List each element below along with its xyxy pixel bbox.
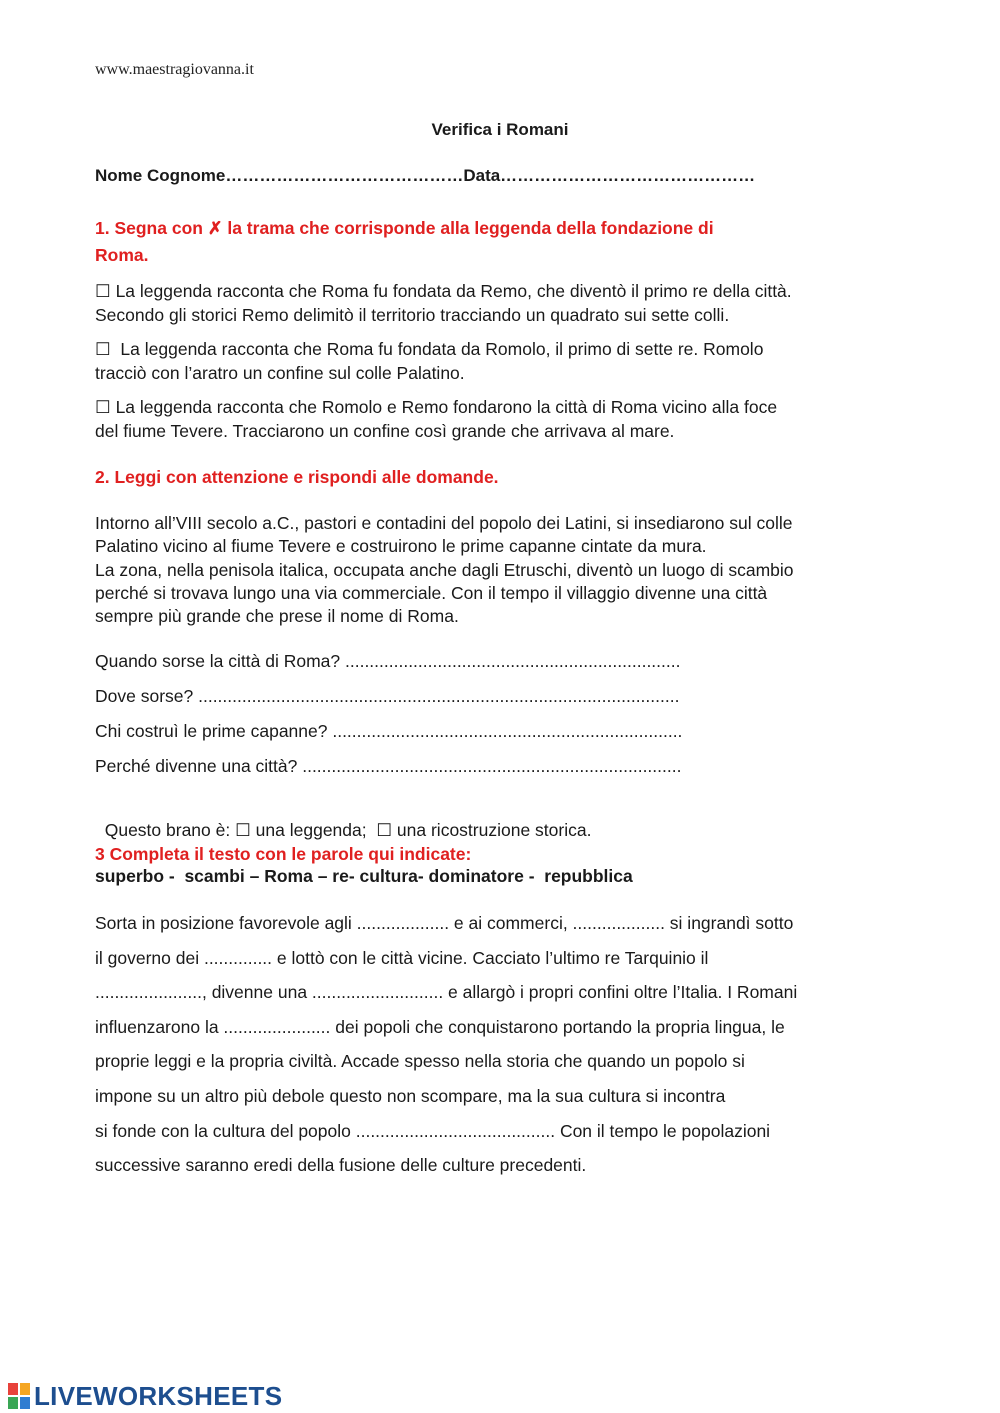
q1-option-3 — [95, 395, 925, 443]
question-who[interactable]: Chi costruì le prime capanne? ........................................................................ — [95, 721, 683, 741]
name-date-line: Nome Cognome……………………………………Data……………………………………… — [95, 166, 756, 185]
option-text: Secondo gli storici Remo delimitò il territorio tracciando un quadrato sui sette colli. — [95, 305, 730, 325]
liveworksheets-logo — [8, 1381, 282, 1411]
page-title: Verifica i Romani — [431, 120, 569, 139]
passage-line: sempre più grande che prese il nome di Roma. — [95, 606, 459, 627]
fill-line[interactable]: si fonde con la cultura del popolo ......................................... Con il tempo le popolazioni — [95, 1120, 771, 1141]
question-when[interactable]: Quando sorse la città di Roma? ..................................................................... — [95, 651, 681, 671]
checkbox-icon[interactable]: ☐ — [235, 820, 251, 840]
q3-heading: 3 Completa il testo con le parole qui indicate: — [95, 844, 472, 864]
option-ricostruzione: una ricostruzione storica. — [392, 820, 592, 840]
q1-option-1 — [95, 279, 925, 327]
checkbox-icon[interactable]: ☐ — [95, 339, 111, 359]
text-type-question — [95, 799, 591, 841]
blocks-icon — [8, 1383, 30, 1409]
logo-text: LIVEWORKSHEETS — [34, 1380, 283, 1411]
option-leggenda: una leggenda; — [250, 820, 367, 840]
fill-line[interactable]: Sorta in posizione favorevole agli ................... e ai commerci, ................... si ingrandì sotto — [95, 913, 794, 933]
passage-line: Palatino vicino al fiume Tevere e costruirono le prime capanne cintate da mura. — [95, 536, 707, 557]
checkbox-icon[interactable]: ☐ — [376, 820, 393, 840]
q1-heading — [95, 215, 714, 269]
text-type-prefix: Questo brano è: — [104, 820, 236, 840]
checkbox-icon[interactable]: ☐ — [95, 397, 111, 417]
q1-option-2 — [95, 337, 925, 385]
fill-line: proprie leggi e la propria civiltà. Accade spesso nella storia che quando un popolo si — [95, 1051, 745, 1072]
q1-heading-text-a: 1. Segna con — [95, 218, 208, 238]
question-why[interactable]: Perché divenne una città? .............................................................................. — [95, 756, 682, 776]
checkbox-icon[interactable]: ☐ — [95, 281, 111, 301]
option-text: La leggenda racconta che Roma fu fondata da Romolo, il primo di sette re. Romolo — [110, 339, 764, 359]
fill-line[interactable]: ......................, divenne una ........................... e allargò i propri confini oltre l’Italia. I Romani — [95, 982, 798, 1003]
option-text: La leggenda racconta che Roma fu fondata da Remo, che diventò il primo re della città. — [110, 281, 792, 301]
q3-fill-text — [95, 906, 925, 1183]
option-text: del fiume Tevere. Tracciarono un confine così grande che arrivava al mare. — [95, 421, 675, 441]
site-url: www.maestragiovanna.it — [95, 61, 254, 78]
x-mark-icon: ✗ — [207, 218, 223, 238]
q2-heading: 2. Leggi con attenzione e rispondi alle domande. — [95, 467, 499, 487]
fill-line: successive saranno eredi della fusione delle culture precedenti. — [95, 1155, 587, 1176]
question-where[interactable]: Dove sorse? ................................................................................................... — [95, 686, 680, 706]
fill-line[interactable]: influenzarono la ...................... dei popoli che conquistarono portando la propria lingua, le — [95, 1016, 785, 1037]
q2-passage — [95, 512, 925, 628]
passage-line: perché si trovava lungo una via commerciale. Con il tempo il villaggio divenne una città — [95, 582, 768, 603]
fill-line[interactable]: il governo dei .............. e lottò con le città vicine. Cacciato l’ultimo re Tarquinio il — [95, 947, 709, 968]
passage-line: La zona, nella penisola italica, occupata anche dagli Etruschi, diventò un luogo di scambio — [95, 559, 794, 580]
q1-heading-text-c: Roma. — [95, 245, 149, 265]
option-text: tracciò con l’aratro un confine sul colle Palatino. — [95, 363, 465, 383]
passage-line: Intorno all’VIII secolo a.C., pastori e contadini del popolo dei Latini, si insediarono sul colle — [95, 513, 793, 533]
option-text: La leggenda racconta che Romolo e Remo fondarono la città di Roma vicino alla foce — [110, 397, 778, 417]
fill-line: impone su un altro più debole questo non scompare, ma la sua cultura si incontra — [95, 1085, 726, 1106]
word-bank: superbo - scambi – Roma – re- cultura- dominatore - repubblica — [95, 866, 633, 886]
q1-heading-text-b: la trama che corrisponde alla leggenda della fondazione di — [222, 218, 714, 238]
